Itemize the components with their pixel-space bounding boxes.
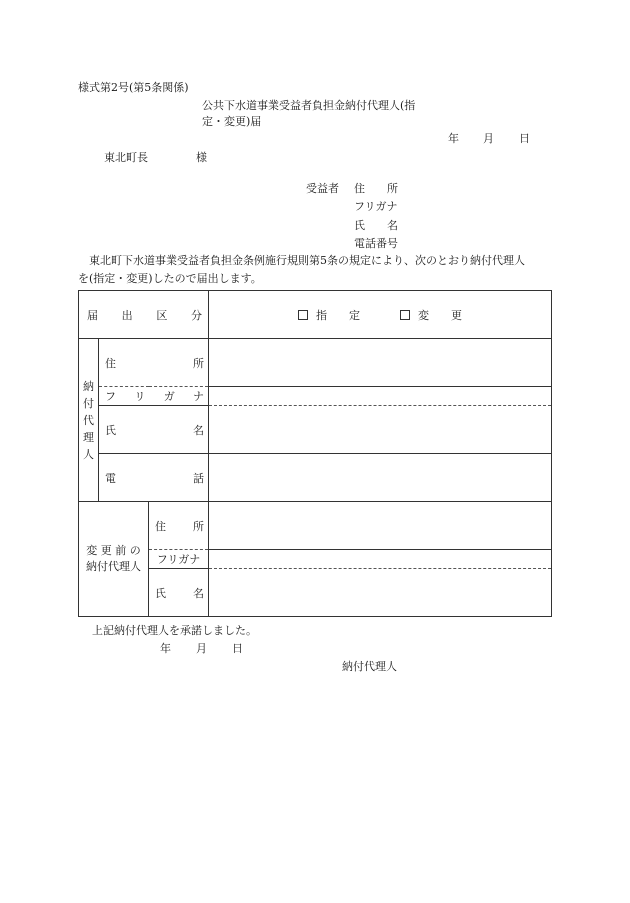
designate-label: 指 定	[316, 308, 361, 322]
prev-furigana-label: フリガナ	[156, 553, 201, 566]
agent-name-char: 名	[193, 423, 205, 437]
agent-name-row	[79, 406, 552, 454]
prev-address-label-cell	[149, 502, 209, 550]
agent-phone-char: 電	[105, 471, 116, 485]
agent-form-table	[78, 290, 552, 617]
agent-furigana-char: フ	[105, 390, 116, 403]
change-checkbox[interactable]	[400, 310, 410, 320]
date-month-label: 月	[483, 132, 494, 145]
consent-day-label: 日	[232, 642, 243, 655]
date-day-label: 日	[519, 132, 530, 145]
agent-furigana-row	[79, 387, 552, 406]
document-title-line2: 定・変更)届	[202, 115, 262, 128]
prev-furigana-row	[79, 550, 552, 569]
document-title-line1: 公共下水道事業受益者負担金納付代理人(指	[202, 99, 416, 112]
prev-agent-group-line1: 変 更 前 の	[86, 544, 141, 557]
designate-checkbox[interactable]	[298, 310, 308, 320]
prev-name-input[interactable]	[209, 569, 552, 617]
agent-signature-label: 納付代理人	[342, 660, 397, 673]
agent-group-char: 理	[83, 430, 94, 444]
addressee-honorific: 様	[196, 151, 207, 164]
agent-name-input[interactable]	[209, 406, 552, 454]
form-number-label: 様式第2号(第5条関係)	[78, 81, 189, 94]
body-line-1: 東北町下水道事業受益者負担金条例施行規則第5条の規定により、次のとおり納付代理人	[78, 254, 525, 267]
agent-group-char: 代	[83, 413, 94, 427]
prev-address-input[interactable]	[209, 502, 552, 550]
applicant-label: 受益者	[306, 182, 339, 195]
prev-agent-group-line2: 納付代理人	[86, 560, 141, 573]
body-line-2: を(指定・変更)したので届出します。	[78, 272, 262, 285]
agent-name-label-cell	[99, 406, 209, 454]
prev-agent-group-cell	[79, 502, 149, 617]
prev-address-char: 住	[155, 519, 166, 533]
applicant-furigana-label: フリガナ	[354, 200, 398, 213]
date-year-label: 年	[448, 132, 459, 145]
applicant-phone-label: 電話番号	[354, 237, 398, 250]
kubun-row	[79, 291, 552, 339]
agent-group-char: 付	[83, 396, 94, 410]
agent-address-char: 住	[105, 356, 116, 370]
prev-address-row	[79, 502, 552, 550]
prev-name-char: 名	[193, 586, 205, 600]
prev-name-char: 氏	[155, 586, 166, 600]
kubun-char: 分	[191, 308, 203, 322]
agent-phone-row	[79, 454, 552, 502]
agent-address-char: 所	[193, 356, 205, 370]
kubun-char: 届	[87, 308, 98, 322]
agent-furigana-char: ナ	[193, 390, 205, 403]
agent-phone-input[interactable]	[209, 454, 552, 502]
kubun-label-cell	[79, 291, 209, 339]
change-label: 変 更	[418, 308, 463, 322]
applicant-name-label: 氏 名	[354, 219, 398, 232]
agent-address-label-cell	[99, 339, 209, 387]
agent-address-input[interactable]	[209, 339, 552, 387]
agent-group-cell	[79, 339, 99, 502]
consent-month-label: 月	[196, 642, 207, 655]
consent-text: 上記納付代理人を承諾しました。	[92, 624, 257, 637]
body-paragraph	[78, 252, 556, 288]
prev-name-row	[79, 569, 552, 617]
prev-furigana-label-cell	[149, 550, 209, 569]
agent-phone-label-cell	[99, 454, 209, 502]
prev-furigana-input[interactable]	[209, 550, 552, 569]
agent-furigana-label-cell	[99, 387, 209, 406]
change-option[interactable]	[400, 307, 462, 323]
prev-address-char: 所	[193, 519, 205, 533]
designate-option[interactable]	[298, 307, 360, 323]
agent-name-char: 氏	[105, 423, 116, 437]
consent-year-label: 年	[160, 642, 171, 655]
agent-furigana-char: リ	[134, 390, 146, 403]
agent-address-row	[79, 339, 552, 387]
prev-name-label-cell	[149, 569, 209, 617]
agent-group-char: 人	[83, 447, 94, 461]
agent-phone-char: 話	[193, 471, 205, 485]
applicant-address-label: 住 所	[354, 182, 398, 195]
agent-group-char: 納	[83, 379, 94, 393]
kubun-char: 出	[121, 308, 133, 322]
agent-furigana-char: ガ	[163, 390, 175, 403]
kubun-char: 区	[156, 308, 168, 322]
addressee-name: 東北町長	[104, 151, 148, 164]
agent-furigana-input[interactable]	[209, 387, 552, 406]
kubun-options-cell	[209, 291, 552, 339]
